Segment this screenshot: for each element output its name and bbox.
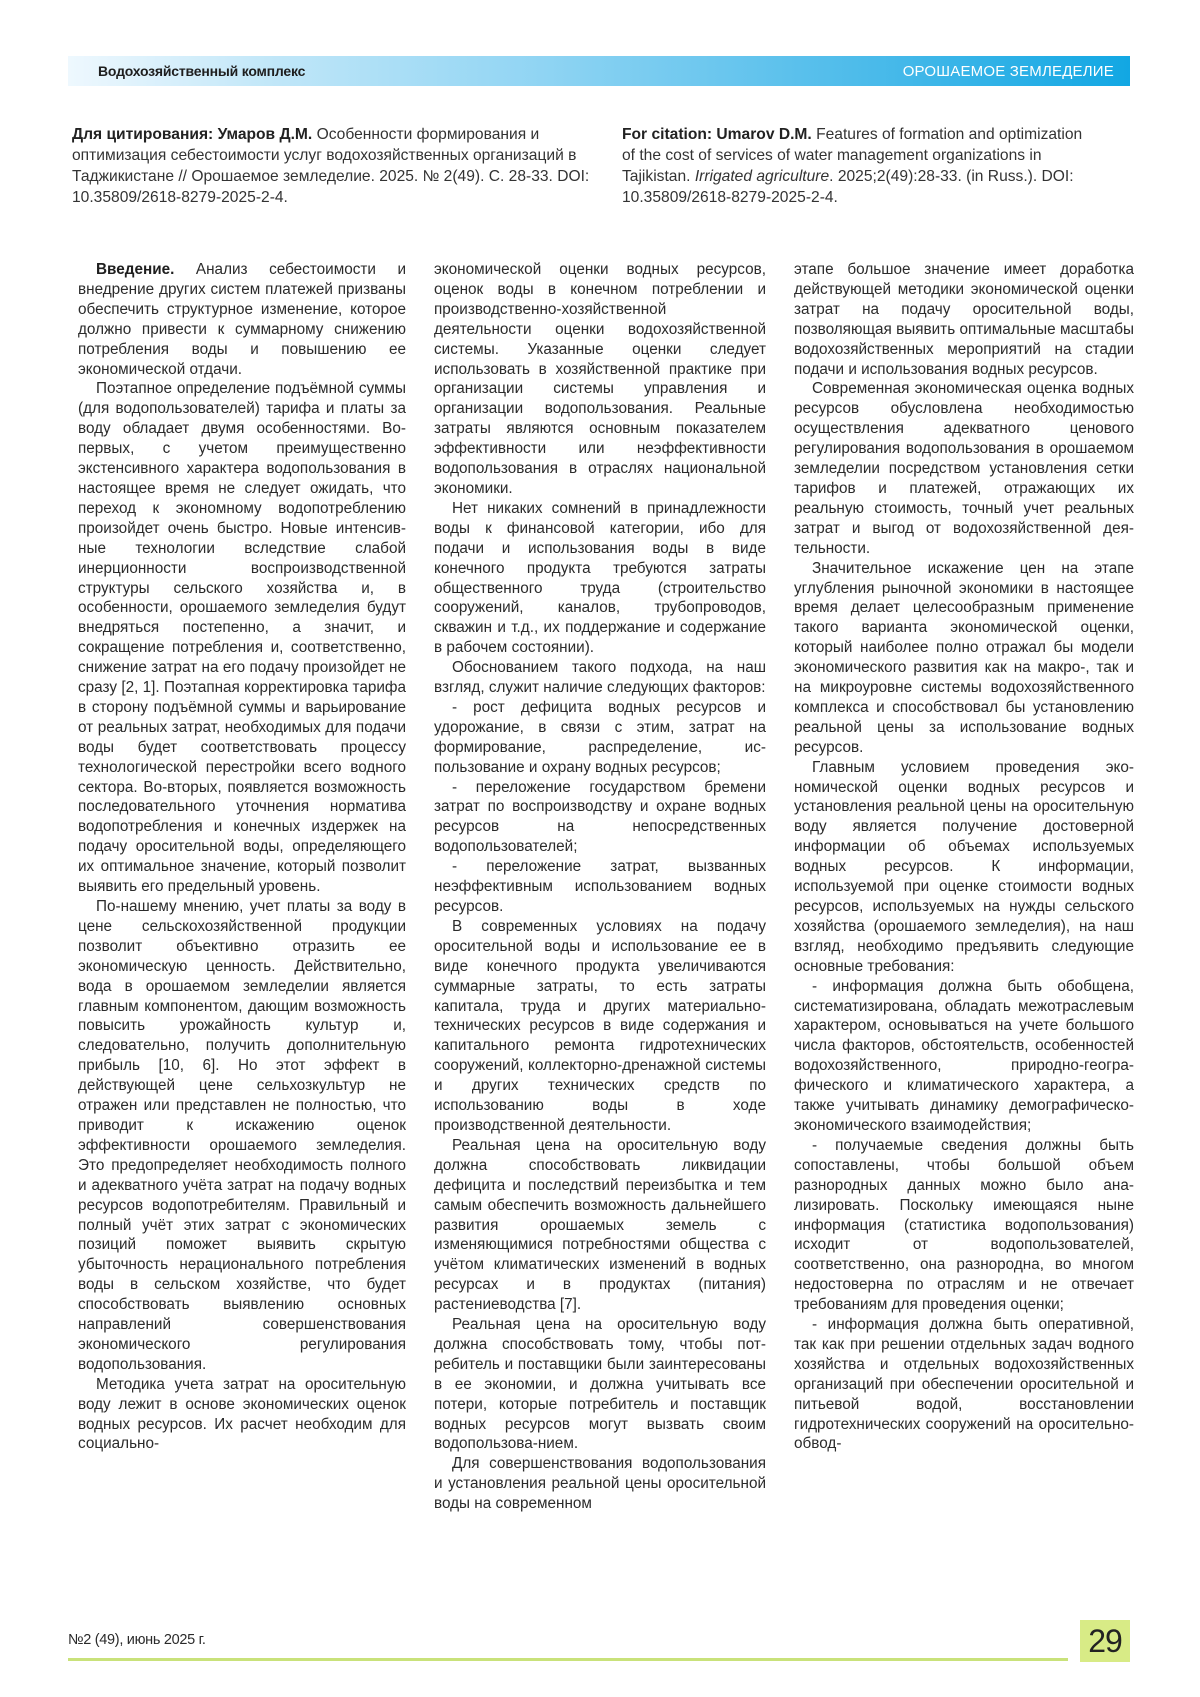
paragraph-text: экономической оценки водных ресурсов, оценок воды в конечном потреблении и производственно-хозяйственной деятельности оценки водохозяйственной системы. Указанные оценки следует использовать в хозяйственной практике при организации системы управления и организации водопользования. Реальные затраты являются основным показателем эффективности или неэффективности водопользования в отраслях национальной экономики. (434, 261, 766, 497)
paragraph (794, 379, 1134, 558)
page-number: 29 (1080, 1620, 1130, 1662)
article-body (78, 260, 1138, 1596)
paragraph (434, 499, 766, 658)
paragraph (78, 1375, 406, 1455)
paragraph (434, 1315, 766, 1454)
citation-english (622, 124, 1092, 208)
paragraph-text: - информация должна быть обобщена, систематизирована, обладать межотраслевым характером, основываться на учете большого числа факторов, обстоятельств, особенностей водохозяйственного, природно-географического и климатического характера, а также учитывать динамику демографическо-экономического взаимодействия; (794, 977, 1134, 1134)
citation-text-tail: . 2025;2(49):28-33. (in Russ.). DOI: 10.35809/2618-8279-2025-2-4. (622, 168, 1074, 206)
citation-text: Особенности формирования и оптимизация себестоимости услуг водохозяйственных организаций в Таджикистане // Орошаемое земледелие. 2025. № 2(49). С. 28-33. DOI: 10.35809/2618-8279-2025-2-4. (72, 126, 590, 206)
paragraph (794, 977, 1134, 1136)
paragraph (434, 260, 766, 499)
journal-rubric: ОРОШАЕМОЕ ЗЕМЛЕДЕЛИЕ (902, 62, 1114, 80)
paragraph-text: Нет никаких сомнений в принадлежности воды к финансовой категории, ибо для подачи и использования воды в виде конечного продукта требуются затраты общественного труда (строительство сооружений, каналов, трубопроводов, скважин и т.д., их поддержание и содержание в рабочем состоянии). (434, 499, 766, 657)
column-3 (794, 260, 1134, 1596)
footer-divider (68, 1658, 1068, 1661)
paragraph-text: - рост дефицита водных ресурсов и удорожание, в связи с этим, затрат на формирование, распределение, использование и охрану водных ресурсов; (434, 698, 766, 776)
paragraph-text: По-нашему мнению, учет платы за воду в цене сельскохозяйственной продукции позволит объективно отразить ее экономическую ценность. Действительно, вода в орошаемом земледелии является главным компонентом, дающим возможность повысить урожайность культур и, следовательно, получить дополнительную прибыль [10, 6]. Но этот эффект в действующей цене сельхозкультур не отражен или представлен не полностью, что приводит к искажению оценок эффективности орошаемого земледелия. Это предопределяет необходимость полного и адекватного учёта затрат на подачу водных ресурсов водопотребителям. Правильный и полный учёт этих затрат с экономических позиций поможет выявить скрытую убыточность нерационального потребления воды в сельском хозяйстве, что будет способствовать выявлению основных направлений совершенствования экономического регулирования водопользования. (78, 898, 406, 1373)
paragraph (78, 897, 406, 1375)
paragraph-text: Методика учета затрат на оросительную воду лежит в основе экономических оценок водных ресурсов. Их расчет необходим для социально- (78, 1375, 406, 1453)
paragraph (794, 1136, 1134, 1315)
paragraph (794, 758, 1134, 977)
paragraph (78, 379, 406, 897)
column-2 (434, 260, 766, 1596)
paragraph-text: Обоснованием такого подхода, на наш взгляд, служит наличие следующих факторов: (434, 659, 766, 697)
paragraph-text: Для совершенствования водопользования и установления реальной цены оросительной воды на современном (434, 1455, 766, 1513)
paragraph (434, 658, 766, 698)
paragraph-text: Реальная цена на оросительную воду должна способствовать ликвидации дефицита и последствий переизбытка и тем самым обеспечить возможность дальнейшего развития орошаемых земель с изменяющимися потребностями общества с учётом климатических изменений в водных ресурсах и в продуктах (питания) растениеводства [7]. (434, 1136, 766, 1314)
paragraph (434, 698, 766, 778)
section-title: Водохозяйственный комплекс (98, 63, 306, 79)
paragraph-text: - переложение затрат, вызванных неэффективным использованием водных ресурсов. (434, 858, 766, 915)
paragraph-text: Анализ себестоимости и внедрение других систем платежей призваны обеспечить структурное изменение, которое должно привести к суммарному снижению потребления воды и повышению ее экономической отдачи. (78, 261, 406, 378)
paragraph-text: В современных условиях на подачу оросительной воды и использование ее в виде конечного продукта увеличиваются суммарные затраты, то есть затраты капитала, труда и других материально-технических ресурсов в виде содержания и капитального ремонта гидротехнических сооружений, коллекторно-дренажной системы и других технических средств по использованию воды в ходе производственной деятельности. (434, 917, 766, 1134)
paragraph-text: Современная экономическая оценка водных ресурсов обусловлена необходимостью осуществления адекватного ценового регулирования водопользования в орошаемом земледелии посредством установления сетки тарифов и платежей, отражающих их реальную стоимость, точный учет реальных затрат и выгод от водохозяйственной деятельности. (794, 380, 1134, 557)
section-header-bar (68, 56, 1130, 86)
section-heading: Введение. (96, 261, 175, 278)
paragraph (794, 559, 1134, 758)
paragraph (434, 917, 766, 1136)
paragraph-text: - информация должна быть оперативной, так как при решении отдельных задач водного хозяйства и отдельных водохозяйственных организаций при обеспечении оросительной и питьевой водой, восстановлении гидротехнических сооружений на оросительно- обвод- (794, 1316, 1134, 1453)
citation-russian (72, 124, 612, 208)
paragraph-text: Реальная цена на оросительную воду должна способствовать тому, чтобы потребитель и поставщики были заинтересованы в ее экономии, и должна учитывать все потери, которые потребитель и поставщик водных ресурсов могут вызвать своим водопользова-нием. (434, 1316, 766, 1453)
journal-name: Irrigated agriculture (694, 168, 830, 185)
paragraph-text: Главным условием проведения экономической оценки водных ресурсов и установления реальной цены на оросительную воду является получение достоверной информации об объемах используемых водных ресурсов. К информации, используемой при оценке стоимости водных ресурсов, используемых на нужды сельского хозяйства (орошаемого земледелия), на наш взгляд, необходимо предъявить следующие основные требования: (794, 758, 1134, 975)
column-1 (78, 260, 406, 1596)
paragraph (434, 778, 766, 858)
citation-text: Features of formation and optimization of the cost of services of water management organizations in Tajikistan. (622, 126, 1083, 185)
paragraph-text: Поэтапное определение подъёмной суммы (для водопользователей) тарифа и платы за воду обладает двумя особенностями. Во-первых, с учетом преимущественно экстенсивного характера водопользования в настоящее время не следует ожидать, что переход к экономному водопотреблению произойдет очень быстро. Новые интенсивные технологии вследствие слабой инерционности воспроизводственной структуры сельского хозяйства и, в особенности, орошаемого земледелия будут внедряться постепенно, а значит, и сокращение потребления и, соответственно, снижение затрат на его подачу произойдет не сразу [2, 1]. Поэтапная корректировка тарифа в сторону подъёмной суммы и варьирование от реальных затрат, необходимых для подачи воды будет соответствовать процессу технологической перестройки всего водного сектора. Во-вторых, появляется возможность последовательного уточнения норматива водопотребления и конечных издержек на подачу оросительной воды, определяющего их оптимальное значение, который позволит выявить его предельный уровень. (78, 380, 406, 896)
paragraph (434, 1136, 766, 1315)
paragraph (794, 1315, 1134, 1454)
paragraph (78, 260, 406, 379)
paragraph (434, 857, 766, 917)
paragraph (434, 1454, 766, 1514)
citation-label: Для цитирования: Умаров Д.М. (72, 126, 313, 143)
issue-info: №2 (49), июнь 2025 г. (68, 1632, 206, 1648)
paragraph-text: - получаемые сведения должны быть сопоставлены, чтобы большой объем разнородных данных можно было анализировать. Поскольку имеющаяся ныне информация (статистика водопользования) исходит от водопользователей, соответственно, она разнородна, во многом недостоверна по отраслям и не отвечает требованиям для проведения оценки; (794, 1136, 1134, 1314)
paragraph-text: Значительное искажение цен на этапе углубления рыночной экономики в настоящее время делает целесообразным применение такого варианта экономической оценки, который наиболее полно отражал бы модели экономического развития как на макро-, так и на микроуровне системы водохозяйственного комплекса и способствовал бы установлению реальной цены за использование водных ресурсов. (794, 559, 1134, 756)
citation-label: For citation: Umarov D.M. (622, 126, 812, 143)
paragraph-text: - переложение государством бремени затрат по воспроизводству и охране водных ресурсов на непосредственных водопользователей; (434, 778, 766, 856)
paragraph-text: этапе большое значение имеет доработка действующей методики экономической оценки затрат на подачу оросительной воды, позволяющая выявить оптимальные масштабы водохозяйственных мероприятий на стадии подачи и использования водных ресурсов. (794, 261, 1134, 378)
paragraph (794, 260, 1134, 379)
